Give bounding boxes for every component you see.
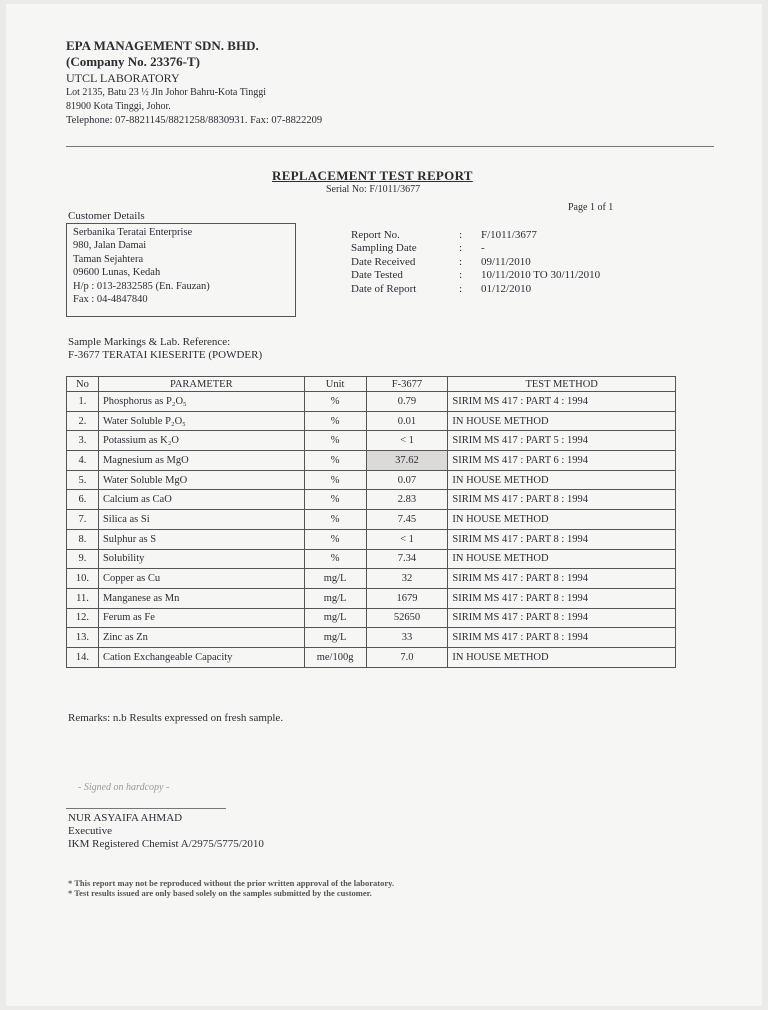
row-value: 7.45 — [366, 510, 448, 530]
signer-title: Executive — [68, 825, 112, 837]
row-value: 7.0 — [366, 647, 448, 667]
row-method: SIRIM MS 417 : PART 8 : 1994 — [448, 608, 676, 628]
table-row — [67, 490, 676, 510]
customer-line: 980, Jalan Damai — [73, 240, 147, 252]
row-number: 6. — [67, 490, 99, 510]
row-parameter: Zinc as Zn — [98, 628, 304, 648]
row-unit: % — [304, 490, 366, 510]
table-row — [67, 608, 676, 628]
address-line-1: Lot 2135, Batu 23 ½ Jln Johor Bahru-Kota Tinggi — [66, 87, 267, 98]
detail-value: 01/12/2010 — [481, 282, 532, 295]
row-method: SIRIM MS 417 : PART 5 : 1994 — [448, 431, 676, 451]
row-method: SIRIM MS 417 : PART 4 : 1994 — [448, 392, 676, 412]
row-parameter: Solubility — [98, 549, 304, 569]
sample-label: Sample Markings & Lab. Reference: — [68, 336, 231, 348]
lab-name: UTCL LABORATORY — [66, 71, 180, 85]
remarks: Remarks: n.b Results expressed on fresh sample. — [68, 712, 284, 724]
header-divider — [66, 146, 714, 147]
row-value: 0.07 — [366, 470, 448, 490]
row-number: 4. — [67, 451, 99, 471]
address-line-2: 81900 Kota Tinggi, Johor. — [66, 101, 171, 112]
row-number: 8. — [67, 529, 99, 549]
row-value: < 1 — [366, 431, 448, 451]
row-method: IN HOUSE METHOD — [448, 549, 676, 569]
row-unit: % — [304, 431, 366, 451]
row-value: 37.62 — [366, 451, 448, 471]
col-header-no: No — [67, 377, 99, 392]
results-table — [66, 376, 676, 668]
page-number: Page 1 of 1 — [568, 202, 614, 213]
customer-line: Fax : 04-4847840 — [73, 294, 148, 306]
row-value: 32 — [366, 569, 448, 589]
row-number: 11. — [67, 588, 99, 608]
detail-colon: : — [459, 229, 463, 241]
row-number: 10. — [67, 569, 99, 589]
row-number: 13. — [67, 628, 99, 648]
footnotes — [68, 878, 394, 898]
col-header-test-method: TEST METHOD — [448, 377, 676, 392]
row-method: SIRIM MS 417 : PART 8 : 1994 — [448, 588, 676, 608]
row-value: < 1 — [366, 529, 448, 549]
row-unit: % — [304, 529, 366, 549]
detail-value: - — [481, 242, 485, 255]
footnote: * This report may not be reproduced without the prior written approval of the laboratory. — [68, 878, 395, 888]
report-page — [6, 4, 762, 1006]
row-method: IN HOUSE METHOD — [448, 647, 676, 667]
row-parameter: Cation Exchangeable Capacity — [98, 647, 304, 667]
table-row — [67, 411, 676, 431]
row-parameter: Manganese as Mn — [98, 588, 304, 608]
row-number: 7. — [67, 510, 99, 530]
detail-colon: : — [459, 242, 463, 255]
report-details — [351, 229, 600, 296]
row-unit: mg/L — [304, 569, 366, 589]
row-unit: % — [304, 549, 366, 569]
detail-row — [351, 256, 600, 269]
row-parameter: Ferum as Fe — [98, 608, 304, 628]
table-row — [67, 470, 676, 490]
row-value: 7.34 — [366, 549, 448, 569]
row-value: 0.01 — [366, 411, 448, 431]
table-row — [67, 647, 676, 667]
row-method: SIRIM MS 417 : PART 8 : 1994 — [448, 529, 676, 549]
row-unit: % — [304, 451, 366, 471]
sample-value: F-3677 TERATAI KIESERITE (POWDER) — [68, 349, 263, 361]
signer-registration: IKM Registered Chemist A/2975/5775/2010 — [68, 838, 264, 850]
row-parameter: Water Soluble MgO — [98, 470, 304, 490]
table-row — [67, 431, 676, 451]
row-parameter: Phosphorus as P₂O₅ — [98, 392, 304, 412]
col-header-parameter: PARAMETER — [98, 377, 304, 392]
row-number: 5. — [67, 470, 99, 490]
detail-row — [351, 229, 600, 242]
table-row — [67, 569, 676, 589]
table-row — [67, 510, 676, 530]
detail-label: Date Received — [351, 255, 416, 268]
row-number: 1. — [67, 392, 99, 412]
row-number: 12. — [67, 608, 99, 628]
row-method: SIRIM MS 417 : PART 8 : 1994 — [448, 569, 676, 589]
sample-markings — [68, 336, 262, 362]
row-parameter: Water Soluble P₂O₅ — [98, 411, 304, 431]
row-method: SIRIM MS 417 : PART 8 : 1994 — [448, 628, 676, 648]
row-unit: % — [304, 470, 366, 490]
row-parameter: Silica as Si — [98, 510, 304, 530]
table-row — [67, 588, 676, 608]
table-row — [67, 392, 676, 412]
detail-row — [351, 269, 600, 282]
report-title: REPLACEMENT TEST REPORT — [272, 168, 473, 183]
detail-colon: : — [459, 269, 463, 282]
row-value: 2.83 — [366, 490, 448, 510]
row-unit: % — [304, 411, 366, 431]
row-unit: % — [304, 392, 366, 412]
customer-details-box — [66, 223, 296, 317]
detail-row — [351, 242, 600, 255]
row-method: SIRIM MS 417 : PART 6 : 1994 — [448, 451, 676, 471]
row-number: 9. — [67, 549, 99, 569]
signature-note: - Signed on hardcopy - — [78, 782, 170, 793]
detail-label: Date of Report — [351, 282, 417, 295]
customer-line: Serbanika Teratai Enterprise — [73, 227, 193, 238]
company-name: EPA MANAGEMENT SDN. BHD. — [66, 38, 259, 53]
row-value: 33 — [366, 628, 448, 648]
detail-label: Date Tested — [351, 269, 403, 282]
row-method: IN HOUSE METHOD — [448, 510, 676, 530]
table-row — [67, 529, 676, 549]
detail-value: 09/11/2010 — [481, 255, 531, 268]
row-method: SIRIM MS 417 : PART 8 : 1994 — [448, 490, 676, 510]
row-unit: mg/L — [304, 588, 366, 608]
row-number: 3. — [67, 431, 99, 451]
row-parameter: Magnesium as MgO — [98, 451, 304, 471]
serial-number: Serial No: F/1011/3677 — [326, 184, 421, 195]
row-method: IN HOUSE METHOD — [448, 411, 676, 431]
row-unit: me/100g — [304, 647, 366, 667]
detail-value: 10/11/2010 TO 30/11/2010 — [481, 269, 601, 282]
row-unit: mg/L — [304, 608, 366, 628]
row-parameter: Calcium as CaO — [98, 490, 304, 510]
detail-label: Sampling Date — [351, 242, 417, 255]
signer-block — [68, 812, 264, 851]
customer-line: H/p : 013-2832585 (En. Fauzan) — [73, 280, 210, 292]
company-header — [66, 38, 322, 128]
detail-colon: : — [459, 255, 463, 268]
detail-colon: : — [459, 282, 463, 295]
row-parameter: Copper as Cu — [98, 569, 304, 589]
row-parameter: Potassium as K₂O — [98, 431, 304, 451]
table-header-row — [67, 377, 676, 392]
signer-name: NUR ASYAIFA AHMAD — [68, 812, 183, 824]
detail-value: F/1011/3677 — [481, 229, 537, 241]
row-value: 0.79 — [366, 392, 448, 412]
detail-row — [351, 283, 600, 296]
company-reg-no: (Company No. 23376-T) — [66, 54, 200, 69]
customer-details-label: Customer Details — [68, 210, 145, 222]
row-method: IN HOUSE METHOD — [448, 470, 676, 490]
table-row — [67, 549, 676, 569]
signature-line — [66, 808, 226, 809]
table-row — [67, 451, 676, 471]
row-unit: mg/L — [304, 628, 366, 648]
table-row — [67, 628, 676, 648]
customer-line: Taman Sejahtera — [73, 253, 144, 265]
row-unit: % — [304, 510, 366, 530]
row-number: 2. — [67, 411, 99, 431]
detail-label: Report No. — [351, 229, 400, 241]
customer-line: 09600 Lunas, Kedah — [73, 267, 161, 279]
row-value: 1679 — [366, 588, 448, 608]
col-header-sample: F-3677 — [366, 377, 448, 392]
col-header-unit: Unit — [304, 377, 366, 392]
footnote: * Test results issued are only based solely on the samples submitted by the customer. — [68, 888, 372, 898]
row-number: 14. — [67, 647, 99, 667]
contact-line: Telephone: 07-8821145/8821258/8830931. Fax: 07-8822209 — [66, 115, 323, 126]
row-value: 52650 — [366, 608, 448, 628]
row-parameter: Sulphur as S — [98, 529, 304, 549]
